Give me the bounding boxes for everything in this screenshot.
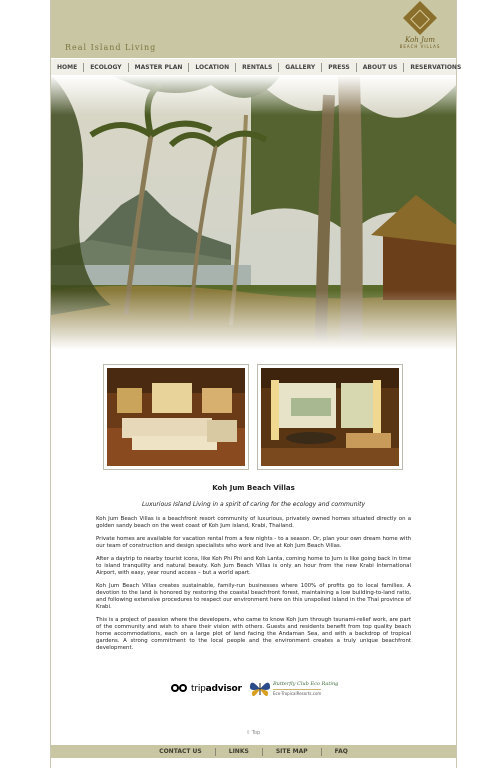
nav-about-us[interactable]: ABOUT US	[357, 63, 405, 72]
footer-site-map[interactable]: SITE MAP	[263, 748, 322, 756]
site-logo[interactable]	[391, 2, 449, 56]
header-banner	[51, 0, 456, 58]
main-content	[96, 484, 411, 658]
villa-interior-photo-1[interactable]	[103, 364, 249, 470]
back-to-top-link[interactable]: ⇧ Top	[246, 730, 261, 736]
butterfly-title: Butterfly Club Eco Rating	[273, 681, 339, 687]
logo-subtitle: BEACH VILLAS	[399, 44, 441, 49]
paragraph-community: This is a project of passion where the developers, who came to know Koh Jum through tsunami-relief work, are part of the community and wish to share their vision with others. Guests and residents benefit from top quality beach home accommodations, each on a large plot of land facing the Andaman Sea, and with a backdrop of tropical gardens. A strong commitment to the local people and the environment creates a truly unique beachfront development.	[96, 617, 411, 651]
paragraph-location: After a daytrip to nearby tourist icons, like Koh Phi Phi and Koh Lanta, coming home to Jum is like going back in time to island tranquility and natural beauty. Koh Jum Beach Villas is only an hour from the new Krabi International Airport, with easy, year round access – but a world apart.	[96, 556, 411, 576]
tagline: Real Island Living	[65, 43, 157, 52]
partner-logos	[171, 676, 391, 704]
logo-diamond-icon	[403, 1, 437, 35]
butterfly-url: Eco-TropicalResorts.com	[273, 691, 322, 696]
nav-home[interactable]: HOME	[51, 63, 84, 72]
page-title: Koh Jum Beach Villas	[212, 484, 295, 492]
page-container	[50, 0, 462, 768]
nav-reservations[interactable]: RESERVATIONS	[410, 63, 462, 71]
paragraph-sustainability: Koh Jum Beach Villas creates sustainable, family-run businesses where 100% of profits go to local families. A devotion to the land is honored by restoring the coastal beachfront forest, maintaining a low building-to-land ratio, and following extensive procedures to respect our environment here on this unspoiled island in the Thai province of Krabi.	[96, 583, 411, 610]
paragraph-rentals: Private homes are available for vacation rental from a few nights - to a season. Or, plan your own dream home with our team of construction and design specialists who work and live at Koh Jum Beach Villas.	[96, 536, 411, 549]
nav-master-plan[interactable]: MASTER PLAN	[129, 63, 190, 72]
footer-faq[interactable]: FAQ	[334, 747, 348, 755]
footer-contact-us[interactable]: CONTACT US	[146, 748, 216, 756]
villa-interior-photo-2[interactable]	[257, 364, 403, 470]
logo-name: Koh Jum	[405, 36, 435, 44]
butterfly-icon	[249, 678, 271, 700]
paragraph-intro: Koh Jum Beach Villas is a beachfront resort community of luxurious, privately owned homes situated directly on a golden sandy beach on the west coast of Koh Jum island, Krabi, Thailand.	[96, 516, 411, 529]
footer-nav	[51, 745, 456, 758]
main-nav	[51, 58, 462, 76]
nav-rentals[interactable]: RENTALS	[236, 63, 279, 72]
footer-links[interactable]: LINKS	[216, 748, 263, 756]
page-subtitle: Luxurious Island Living in a spirit of caring for the ecology and community	[141, 501, 366, 508]
hero-beach-image	[51, 75, 456, 350]
nav-press[interactable]: PRESS	[322, 63, 357, 72]
nav-location[interactable]: LOCATION	[189, 63, 236, 72]
owl-eyes-icon	[171, 684, 189, 694]
nav-gallery[interactable]: GALLERY	[279, 63, 322, 72]
butterfly-club-logo[interactable]	[249, 676, 339, 702]
tripadvisor-logo[interactable]	[171, 684, 242, 694]
nav-ecology[interactable]: ECOLOGY	[84, 63, 128, 72]
tripadvisor-text: tripadvisor	[191, 684, 242, 694]
